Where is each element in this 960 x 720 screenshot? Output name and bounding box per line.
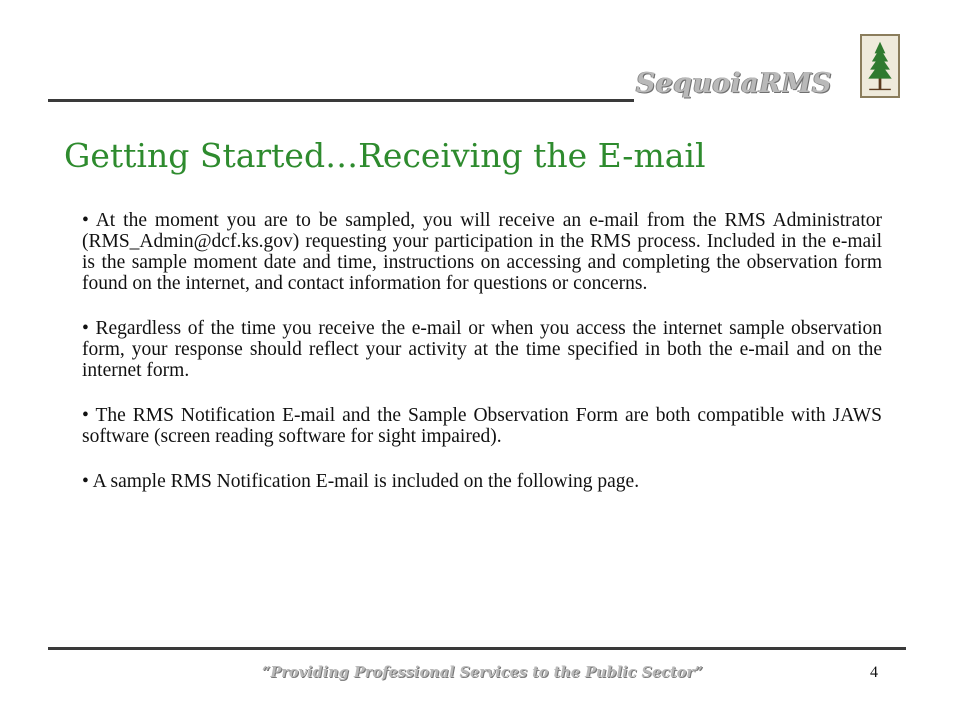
sequoia-tree-icon <box>860 34 900 98</box>
bullet-paragraph-4: • A sample RMS Notification E-mail is included on the following page. <box>82 471 640 492</box>
bullet-paragraph-2: • Regardless of the time you receive the e-mail or when you access the internet sample observation form, your response should reflect your activity at the time specified in both the e-mail and on the internet form. <box>82 318 882 381</box>
footer-tagline: “Providing Professional Services to the Public Sector” <box>262 664 703 681</box>
brand-name: SequoiaRMS <box>636 68 832 99</box>
page-number: 4 <box>870 664 878 681</box>
footer-rule <box>48 647 906 650</box>
bullet-paragraph-3: • The RMS Notification E-mail and the Sample Observation Form are both compatible with JAWS software (screen reading software for sight impaired). <box>82 405 882 447</box>
slide-title: Getting Started…Receiving the E-mail <box>64 136 706 175</box>
header-rule <box>48 99 634 102</box>
bullet-paragraph-1: • At the moment you are to be sampled, you will receive an e-mail from the RMS Administrator (RMS_Admin@dcf.ks.gov) requesting your participation in the RMS process. Included in the e-mail is the sample moment date and time, instructions on accessing and completing the observation form found on the internet, and contact information for questions or concerns. <box>82 210 882 294</box>
slide-body <box>82 210 882 492</box>
